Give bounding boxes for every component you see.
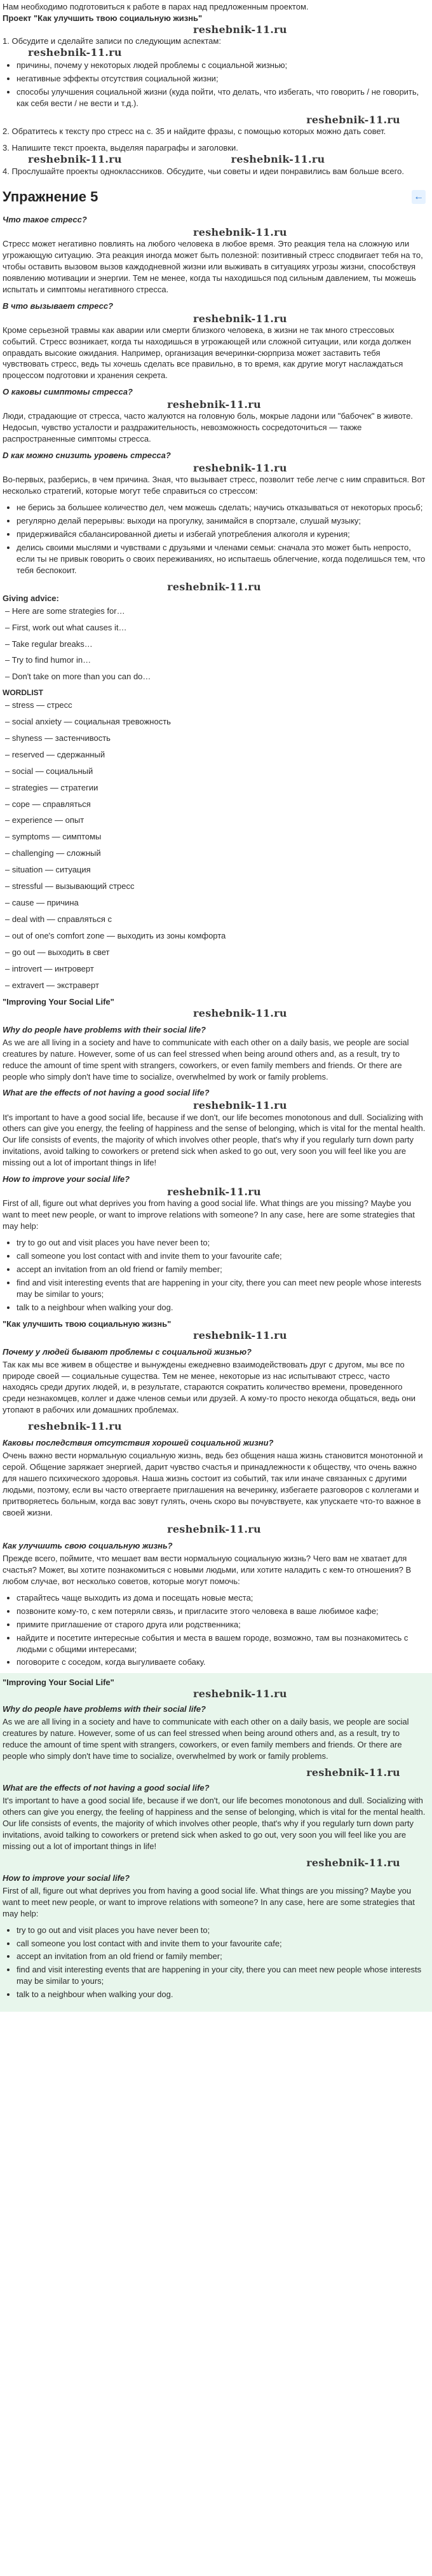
stress-question-4: D как можно снизить уровень стресса? [3,451,171,461]
list-item: • accept an invitation from an old friend or family member; [17,1264,426,1275]
essay-en2-q3: How to improve your social life? [3,1873,130,1883]
essay-en-q1: Why do people have problems with their social life? [3,1024,206,1034]
highlighted-answer [0,1673,432,2012]
list-item: • примите приглашение от старого друга или родственника; [17,1619,426,1630]
essay-en-p3: First of all, figure out what deprives you from having a good social life. What things are you missing? Maybe you want to meet new people, or want to improve relations with someone? In any case, here are some strategies that may help: [3,1198,415,1231]
exercise-header [0,185,432,209]
list-item: • find and visit interesting events that are happening in your city, there you can meet new people whose interests may be similar to yours; [17,1964,426,1987]
wordlist-item: – reserved — сдержанный [5,749,426,761]
watermark: reshebnik-11.ru [167,580,261,593]
watermark: reshebnik-11.ru [193,462,287,475]
watermark: reshebnik-11.ru [193,1099,287,1112]
project-title: Проект "Как улучшить твою социальную жизнь" [3,13,203,23]
essay-ru-p1: Так как мы все живем в обществе и вынуждены ежедневно взаимодействовать друг с другом, мы все по природе своей — социальные существа. Тем не менее, некоторые из нас испытывают стресс, часто находясь среди других людей, и, в результате, стараются сократить количество времени, проведенного среди незнакомцев, коллег и даже членов семьи или друзей. А кому-то просто некогда общаться, ведь они утопают в рабочих или домашних проблемах. [3,1359,416,1415]
wordlist-item: – experience — опыт [5,815,426,826]
stress-question-2: В что вызывает стресс? [3,301,114,311]
wordlist-item: – stress — стресс [5,700,426,711]
stress-answer-4: Во-первых, разберись, в чем причина. Зная, что вызывает стресс, позволит тебе легче с ним справиться. Вот несколько стратегий, которые могут тебе справиться со стрессом: [3,475,426,496]
stress-question-3: О каковы симптомы стресса? [3,387,133,397]
watermark: reshebnik-11.ru [193,1007,287,1019]
essay-en2-q1: Why do people have problems with their social life? [3,1704,206,1714]
essay-ru-p2: Очень важно вести нормальную социальную жизнь, ведь без общения наша жизнь становится монотонной и серой. Общение заряжает энергией, дарит чувство счастья и принадлежности к обществу, что очень важно для нашего психического здоровья. Наша жизнь состоит из событий, так или иначе связанных с другими людьми, поэтому, если вы часто отвергаете приглашения на вечеринку, избегаете разговоров с коллегами и притворяетесь больным, когда вас зовут гулять, очень скоро вы почувствуете, как упускаете что-то важное в своей жизни. [3,1451,423,1517]
list-item: • не берись за большее количество дел, чем можешь сделать; научись отказываться от некоторых просьб; [17,502,426,513]
wordlist-item: – cause — причина [5,897,426,909]
wordlist-item: – social — социальный [5,766,426,777]
wordlist-item: – extravert — экстраверт [5,980,426,991]
essay-ru-title: "Как улучшить твою социальную жизнь" [3,1319,172,1329]
wordlist-item: – deal with — справляться с [5,914,426,925]
essay-ru-q3: Как улучшить свою социальную жизнь? [3,1541,173,1550]
list-item: • find and visit interesting events that are happening in your city, there you can meet new people whose interests may be similar to yours; [17,1277,426,1300]
watermark: reshebnik-11.ru [167,1186,261,1198]
essay-en2-p2: It's important to have a good social life, because if we don't, our life becomes monotonous and dull. Socializing with others can give you energy, the feeling of happiness and the sense of belonging, which is vital for the mental health. Our life consists of events, the majority of which involves other people, that's why if you regularly turn down party invitations, avoid talking to coworkers or pretend sick when asked to go out, very soon you will feel like you are missing out a lot of important things in life! [3,1796,426,1851]
list-item: – First, work out what causes it… [5,622,426,634]
watermark: reshebnik-11.ru [193,23,287,36]
list-item: • способы улучшения социальной жизни (куда пойти, что делать, что избегать, что говорить / не говорить, как себя вести / не вести и т.д.). [17,86,426,109]
list-item: • позвоните кому-то, с кем потеряли связь, и пригласите этого человека в ваше любимое кафе; [17,1606,426,1617]
wordlist-item: – stressful — вызывающий стресс [5,881,426,892]
watermark: reshebnik-11.ru [28,153,122,165]
list-item: • найдите и посетите интересные события и места в вашем городе, возможно, там вы познакомитесь с людьми с общими интересами; [17,1632,426,1655]
wordlist-item: – cope — справляться [5,799,426,810]
essay-en-q3: How to improve your social life? [3,1174,130,1184]
watermark: reshebnik-11.ru [306,113,400,126]
list-item: – Take regular breaks… [5,639,426,650]
watermark: reshebnik-11.ru [167,398,261,411]
list-item: • call someone you lost contact with and invite them to your favourite cafe; [17,1251,426,1262]
wordlist-item: – strategies — стратегии [5,782,426,794]
watermark: reshebnik-11.ru [167,1522,261,1535]
stress-answer-2: Кроме серьезной травмы как аварии или смерти близкого человека, в жизни не так много стрессовых событий. Стресс возникает, когда ты находишься в угрожающей или сложной ситуации, или когда должен оправдать высокие ожидания. Например, организация вечеринки-сюрприза может заставить тебя чувствовать стресс, ведь ты хочешь сделать все правильно, в то время, как другие могут наслаждаться процессом подготовки и хранения секрета. [3,325,411,381]
essay-ru-p3: Прежде всего, поймите, что мешает вам вести нормальную социальную жизнь? Чего вам не хватает для счастья? Может, вы хотите познакомиться с новыми людьми, или хотите наладить с кем-то отношения? В любом случае, вот несколько советов, которые могут помочь: [3,1553,412,1586]
essay-ru-list [3,1592,426,1669]
essay-en2-list [3,1925,426,2001]
stress-strategies-list [3,502,426,576]
list-item: • старайтесь чаще выходить из дома и посещать новые места; [17,1592,426,1604]
list-item: – Try to find humor in… [5,654,426,666]
watermark: reshebnik-11.ru [28,1420,122,1433]
essay-en-p1: As we are all living in a society and have to communicate with each other on a daily basis, we people are social creatures by nature. However, some of us can feel stressed when being around others and, as a result, try to reduce the amount of time spent with strangers, coworkers, or even family members and friends. Or there are people who simply don't have time to socialize, overwhelmed by work or family problems. [3,1037,409,1081]
list-item: • поговорите с соседом, когда выгуливаете собаку. [17,1657,426,1668]
stress-answer-3: Люди, страдающие от стресса, часто жалуются на головную боль, мокрые ладони или "бабочек" в животе. Недосып, чувство усталости и раздражительность, невозможность сосредоточиться — также распространенные симптомы стресса. [3,411,413,444]
essay-en2-title: "Improving Your Social Life" [3,1678,114,1688]
intro-step-4: 4. Прослушайте проекты одноклассников. Обсудите, чьи советы и идеи понравились вам больше всего. [3,166,404,176]
back-arrow-icon[interactable]: ← [412,190,426,204]
watermark: reshebnik-11.ru [231,153,325,165]
list-item: • негативные эффекты отсутствия социальной жизни; [17,73,426,85]
list-item: – Here are some strategies for… [5,606,426,617]
wordlist-item: – challenging — сложный [5,848,426,859]
watermark: reshebnik-11.ru [28,46,122,58]
intro-line: Нам необходимо подготовиться к работе в парах над предложенным проектом. [3,2,309,11]
essay-en-list [3,1237,426,1313]
list-item: – Don't take on more than you can do… [5,671,426,682]
list-item: • регулярно делай перерывы: выходи на прогулку, занимайся в спортзале, слушай музыку; [17,515,426,527]
watermark: reshebnik-11.ru [306,1856,400,1869]
wordlist-item: – shyness — застенчивость [5,733,426,744]
wordlist-item: – introvert — интроверт [5,963,426,975]
list-item: • talk to a neighbour when walking your dog. [17,1302,426,1313]
essay-en-title: "Improving Your Social Life" [3,996,114,1007]
essay-ru-q2: Каковы последствия отсутствия хорошей социальной жизни? [3,1438,274,1448]
list-item: • talk to a neighbour when walking your dog. [17,1989,426,2000]
exercise-title: Упражнение 5 [3,188,98,205]
list-item: • accept an invitation from an old friend or family member; [17,1951,426,1962]
wordlist-item: – situation — ситуация [5,864,426,876]
list-item: • придерживайся сбалансированной диеты и избегай употребления алкоголя и курения; [17,529,426,540]
intro-step-2: 2. Обратитесь к тексту про стресс на с. 35 и найдите фразы, с помощью которых можно дать совет. [3,126,386,136]
list-item: • try to go out and visit places you have never been to; [17,1237,426,1249]
list-item: • call someone you lost contact with and invite them to your favourite cafe; [17,1938,426,1949]
list-item: • try to go out and visit places you have never been to; [17,1925,426,1936]
stress-question-1: Что такое стресс? [3,214,87,224]
essay-en2-p3: First of all, figure out what deprives you from having a good social life. What things are you missing? Maybe you want to meet new people, or want to improve relations with someone? In any case, here are some strategies that may help: [3,1885,415,1918]
list-item: • делись своими мыслями и чувствами с друзьями и членами семьи: сначала это может быть непросто, если ты не привык говорить о своих переживаниях, но испытаешь облегчение, когда поделишься тем, что тебя беспокоит. [17,542,426,576]
essay-en-q2: What are the effects of not having a good social life? [3,1088,210,1098]
watermark: reshebnik-11.ru [193,1688,287,1700]
intro-step-1-list [3,60,426,109]
watermark: reshebnik-11.ru [193,226,287,238]
stress-answer-1: Стресс может негативно повлиять на любого человека в любое время. Это реакция тела на сложную или угрожающую ситуацию. Эта реакция иногда может быть полезной: позитивный стресс сподвигает тебя на то, чтобы оставить вызовом вызов каждодневной жизни или выживать в ситуациях угрозы жизни, способствуя появлению мотивации и энергии. Тем не менее, когда ты находишься под сильным давлением, ты можешь испытать и симптомы негативного стресса. [3,238,423,294]
watermark: reshebnik-11.ru [193,312,287,325]
wordlist-item: – out of one's comfort zone — выходить из зоны комфорта [5,930,426,942]
intro-step-3: 3. Напишите текст проекта, выделяя параграфы и заголовки. [3,142,238,153]
essay-en-p2: It's important to have a good social life, because if we don't, our life becomes monotonous and dull. Socializing with others can give you energy, the feeling of happiness and the sense of belonging, which is vital for the mental health. Our life consists of events, the majority of which involves other people, that's why if you regularly turn down party invitations, avoid talking to coworkers or pretend sick when asked to go out, very soon you will feel like you are missing out a lot of important things in life! [3,1112,426,1168]
watermark: reshebnik-11.ru [193,1329,287,1341]
list-item: • причины, почему у некоторых людей проблемы с социальной жизнью; [17,60,426,71]
wordlist-list [3,700,426,991]
wordlist-item: – go out — выходить в свет [5,947,426,958]
essay-ru-q1: Почему у людей бывают проблемы с социальной жизнью? [3,1346,252,1357]
wordlist-item: – symptoms — симптомы [5,831,426,843]
essay-en2-p1: As we are all living in a society and have to communicate with each other on a daily basis, we people are social creatures by nature. However, some of us can feel stressed when being around others and, as a result, try to reduce the amount of time spent with strangers, coworkers, or even family members and friends. Or there are people who simply don't have time to socialize, overwhelmed by work or family problems. [3,1717,409,1761]
essay-en2-q2: What are the effects of not having a good social life? [3,1783,210,1793]
giving-advice-list [3,606,426,683]
intro-step-1: 1. Обсудите и сделайте записи по следующим аспектам: [3,36,221,46]
giving-advice-label: Giving advice: [3,593,59,603]
wordlist-item: – social anxiety — социальная тревожность [5,716,426,728]
watermark: reshebnik-11.ru [306,1766,400,1779]
wordlist-label: WORDLIST [3,688,43,698]
